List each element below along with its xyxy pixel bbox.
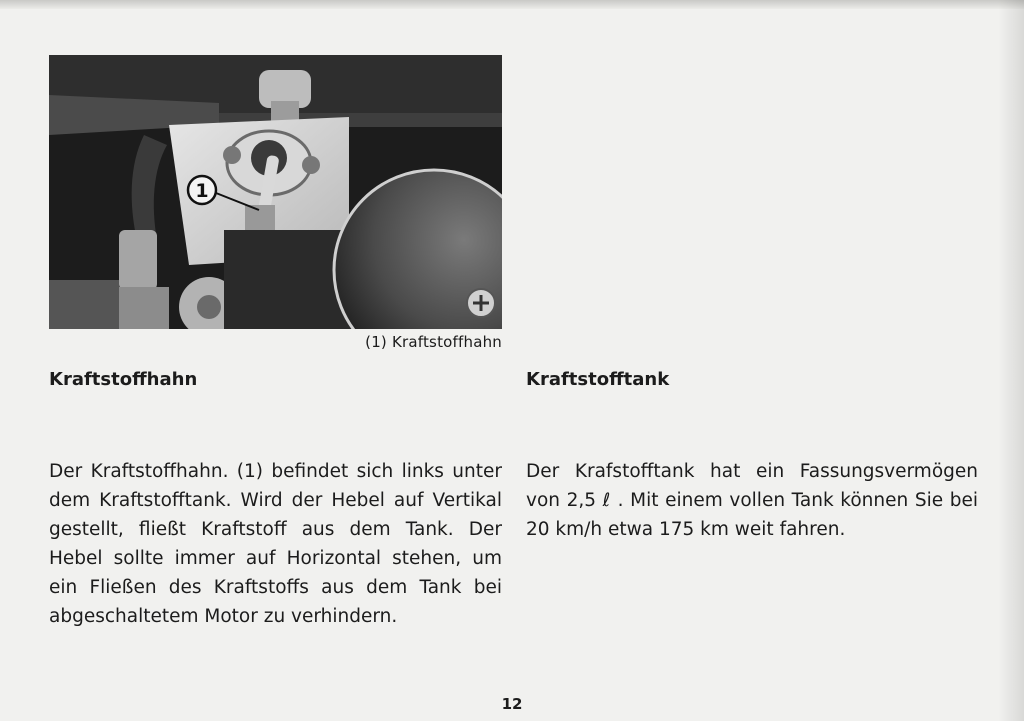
fuel-tank-paragraph: Der Krafstofftank hat ein Fassungsvermögen von 2,5 ℓ . Mit einem vollen Tank können Sie bei 20 km/h etwa 175 km weit fahren. (526, 461, 978, 540)
fuel-cock-paragraph: Der Kraftstoffhahn. (1) befindet sich links unter dem Kraftstofftank. Wird der Hebel auf Vertikal gestellt, fließt Kraftstoff aus dem Tank. Der Hebel sollte immer auf Horizontal stehen, um ein Fließen des Kraftstoffs aus dem Tank bei abgeschaltetem Motor zu verhindern. (49, 461, 502, 627)
photo-caption: (1) Kraftstoffhahn (365, 333, 502, 351)
fuel-cock-photo (49, 55, 502, 329)
section-heading-fuel-cock: Kraftstoffhahn (49, 369, 198, 390)
photo-callout-number: 1 (195, 180, 209, 202)
page-fold-shadow (998, 0, 1024, 721)
page-number: 12 (501, 695, 523, 713)
section-heading-fuel-tank: Kraftstofftank (526, 369, 670, 390)
page-top-edge (0, 0, 1024, 9)
